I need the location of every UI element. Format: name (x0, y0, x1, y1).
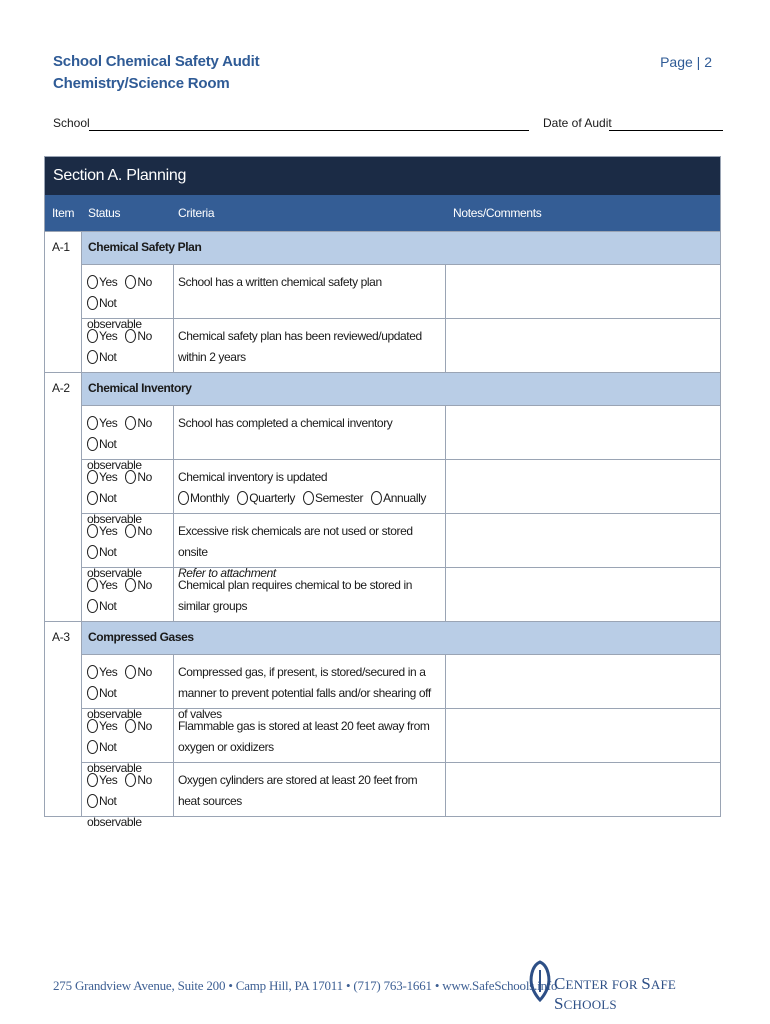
notes-cell[interactable] (446, 655, 720, 708)
yes-radio[interactable] (87, 275, 98, 289)
criteria-note: Refer to attachment (178, 566, 276, 580)
status-options (82, 655, 174, 721)
not-observable-label: Not observable (87, 545, 142, 580)
notes-cell[interactable] (446, 319, 720, 372)
criteria-cell (174, 319, 446, 372)
frequency-quarterly-radio[interactable] (237, 491, 248, 505)
status-options (82, 460, 174, 526)
not-observable-label: Not observable (87, 437, 142, 472)
yes-radio[interactable] (87, 329, 98, 343)
criteria-cell (174, 406, 446, 459)
yes-radio[interactable] (87, 665, 98, 679)
notes-cell[interactable] (446, 568, 720, 621)
not-observable-label: Not observable (87, 686, 142, 721)
criteria-row (82, 567, 720, 621)
no-label: No (137, 665, 152, 679)
not-observable-radio[interactable] (87, 740, 98, 754)
notes-cell[interactable] (446, 709, 720, 762)
item-group (45, 621, 720, 829)
criteria-cell (174, 655, 446, 721)
criteria-row (82, 762, 720, 829)
no-label: No (137, 524, 152, 538)
yes-label: Yes (99, 470, 118, 484)
criteria-row (82, 513, 720, 580)
page-number: Page | 2 (660, 54, 712, 70)
criteria-text: Oxygen cylinders are stored at least 20 feet from heat sources (178, 773, 418, 808)
group-title: Chemical Safety Plan (82, 232, 720, 264)
not-observable-label: Not observable (87, 296, 142, 331)
status-options (82, 319, 174, 372)
not-observable-radio[interactable] (87, 686, 98, 700)
item-id: A-3 (45, 622, 82, 816)
frequency-semester-radio[interactable] (303, 491, 314, 505)
item-group (45, 372, 720, 621)
no-radio[interactable] (125, 329, 136, 343)
not-observable-radio[interactable] (87, 545, 98, 559)
yes-label: Yes (99, 416, 118, 430)
no-radio[interactable] (125, 719, 136, 733)
yes-label: Yes (99, 773, 118, 787)
school-label: School (53, 116, 90, 130)
criteria-cell (174, 514, 446, 580)
yes-label: Yes (99, 665, 118, 679)
not-observable-label: Not observable (87, 491, 142, 526)
yes-radio[interactable] (87, 470, 98, 484)
logo-text: CENTER FOR SAFE SCHOOLS (554, 974, 677, 1013)
page-subtitle: Chemistry/Science Room (53, 75, 230, 92)
not-observable-label: Not (99, 350, 117, 364)
criteria-cell (174, 763, 446, 816)
no-label: No (137, 275, 152, 289)
yes-label: Yes (99, 524, 118, 538)
frequency-label: Monthly (190, 491, 230, 505)
section-title: Section A. Planning (45, 157, 720, 195)
not-observable-radio[interactable] (87, 350, 98, 364)
audit-groups (45, 231, 720, 829)
criteria-text: Flammable gas is stored at least 20 feet away from oxygen or oxidizers (178, 719, 430, 754)
not-observable-radio[interactable] (87, 491, 98, 505)
column-header-notes: Notes/Comments (453, 206, 542, 220)
no-label: No (137, 329, 152, 343)
page-title: School Chemical Safety Audit (53, 53, 260, 70)
center-for-safe-schools-logo (528, 960, 728, 1013)
status-options (82, 568, 174, 621)
no-radio[interactable] (125, 665, 136, 679)
frequency-label: Semester (314, 491, 364, 505)
school-info-row (53, 116, 723, 134)
not-observable-label: Not (99, 599, 117, 613)
not-observable-radio[interactable] (87, 296, 98, 310)
audit-table (44, 156, 721, 829)
no-label: No (137, 416, 152, 430)
status-options (82, 763, 174, 829)
notes-cell[interactable] (446, 406, 720, 459)
footer-address: 275 Grandview Avenue, Suite 200 • Camp Hill, PA 17011 • (717) 763-1661 • www.SafeSchools.info (53, 978, 558, 993)
criteria-text: Compressed gas, if present, is stored/secured in a manner to prevent potential falls and/or shearing off of valves (178, 665, 431, 721)
notes-cell[interactable] (446, 265, 720, 318)
criteria-text: Chemical inventory is updated (178, 470, 328, 484)
item-group (45, 231, 720, 372)
criteria-row (82, 459, 720, 526)
status-options (82, 514, 174, 580)
notes-cell[interactable] (446, 514, 720, 567)
not-observable-radio[interactable] (87, 599, 98, 613)
criteria-row (82, 708, 720, 775)
criteria-row (82, 405, 720, 472)
yes-label: Yes (99, 578, 118, 592)
status-options (82, 406, 174, 472)
not-observable-label: Not observable (87, 740, 142, 775)
criteria-cell (174, 568, 446, 621)
frequency-label: Quarterly (249, 491, 295, 505)
criteria-text: Chemical plan requires chemical to be stored in similar groups (178, 578, 412, 613)
yes-radio[interactable] (87, 524, 98, 538)
criteria-cell (174, 265, 446, 318)
date-label: Date of Audit (543, 116, 612, 130)
notes-cell[interactable] (446, 460, 720, 513)
yes-radio[interactable] (87, 773, 98, 787)
yes-label: Yes (99, 719, 118, 733)
school-field[interactable] (89, 130, 529, 131)
no-radio[interactable] (125, 524, 136, 538)
frequency-monthly-radio[interactable] (178, 491, 189, 505)
no-radio[interactable] (125, 773, 136, 787)
yes-label: Yes (99, 329, 118, 343)
no-radio[interactable] (125, 470, 136, 484)
column-header-row (45, 195, 720, 231)
criteria-text: School has completed a chemical inventory (178, 416, 393, 430)
criteria-row (82, 318, 720, 372)
no-radio[interactable] (125, 275, 136, 289)
yes-radio[interactable] (87, 578, 98, 592)
criteria-cell (174, 709, 446, 762)
status-options (82, 709, 174, 775)
item-id: A-1 (45, 232, 82, 372)
group-title: Chemical Inventory (82, 373, 720, 405)
group-title: Compressed Gases (82, 622, 720, 654)
not-observable-radio[interactable] (87, 437, 98, 451)
criteria-row (82, 264, 720, 331)
not-observable-radio[interactable] (87, 794, 98, 808)
column-header-item: Item (52, 206, 75, 220)
criteria-text: School has a written chemical safety plan (178, 275, 382, 289)
frequency-label: Annually (383, 491, 426, 505)
criteria-cell (174, 460, 446, 513)
logo-mark-icon (528, 960, 552, 1004)
date-field[interactable] (609, 130, 723, 131)
no-radio[interactable] (125, 416, 136, 430)
criteria-text: Chemical safety plan has been reviewed/updated within 2 years (178, 329, 422, 364)
notes-cell[interactable] (446, 763, 720, 816)
column-header-status: Status (88, 206, 121, 220)
column-header-criteria: Criteria (178, 206, 215, 220)
yes-label: Yes (99, 275, 118, 289)
criteria-row (82, 654, 720, 721)
yes-radio[interactable] (87, 719, 98, 733)
criteria-text: Excessive risk chemicals are not used or stored onsite (178, 524, 413, 559)
not-observable-label: Not observable (87, 794, 142, 829)
no-label: No (137, 719, 152, 733)
no-label: No (137, 773, 152, 787)
no-radio[interactable] (125, 578, 136, 592)
yes-radio[interactable] (87, 416, 98, 430)
item-id: A-2 (45, 373, 82, 621)
no-label: No (137, 578, 152, 592)
no-label: No (137, 470, 152, 484)
status-options (82, 265, 174, 331)
frequency-annually-radio[interactable] (371, 491, 382, 505)
